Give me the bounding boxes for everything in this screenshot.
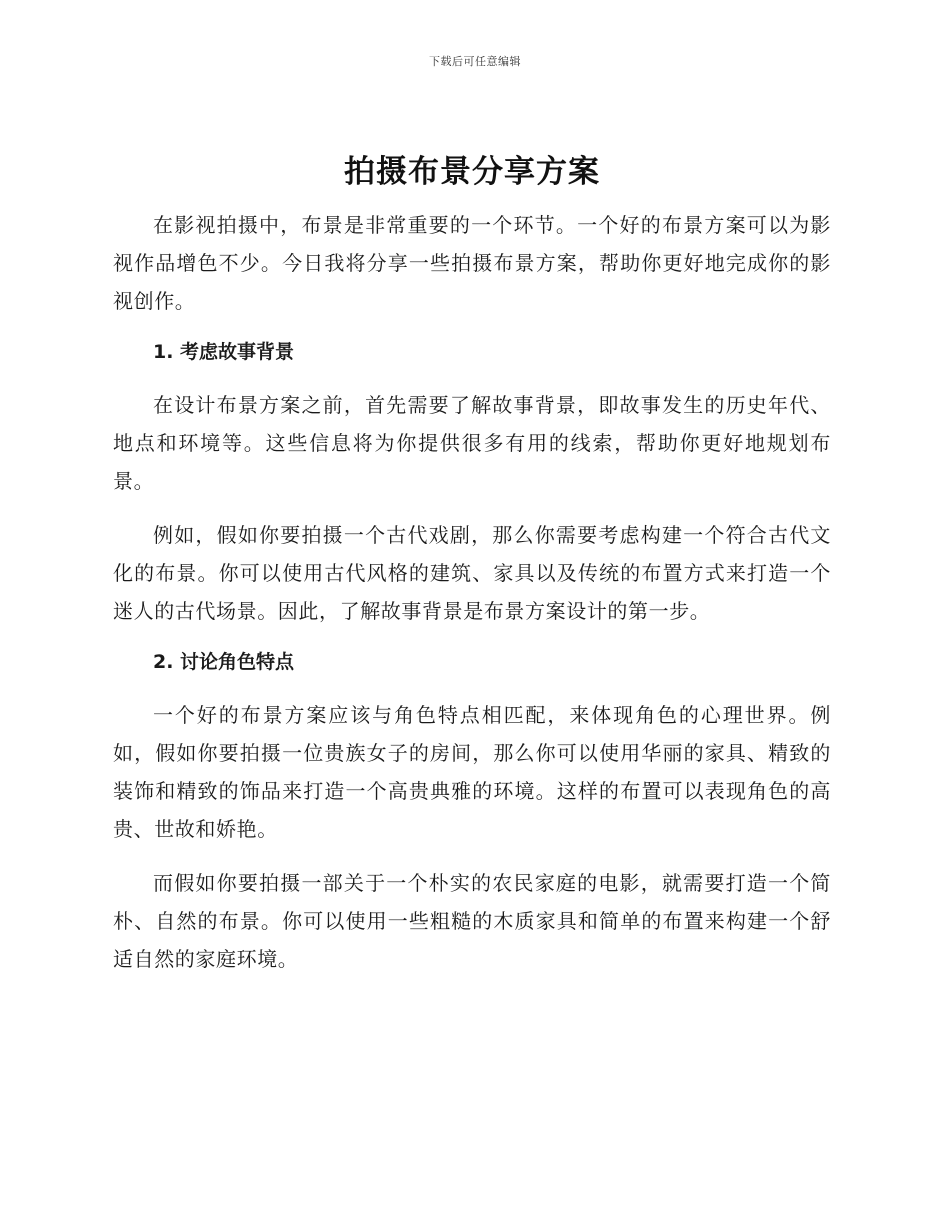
section-paragraph: 一个好的布景方案应该与角色特点相匹配，来体现角色的心理世界。例如，假如你要拍摄一位贵族女子的房间，那么你可以使用华丽的家具、精致的装饰和精致的饰品来打造一个高贵典雅的环境。这样的布置可以表现角色的高贵、世故和娇艳。 bbox=[113, 703, 831, 841]
intro-paragraph: 在影视拍摄中，布景是非常重要的一个环节。一个好的布景方案可以为影视作品增色不少。今日我将分享一些拍摄布景方案，帮助你更好地完成你的影视创作。 bbox=[113, 213, 831, 313]
section-paragraph: 而假如你要拍摄一部关于一个朴实的农民家庭的电影，就需要打造一个简朴、自然的布景。你可以使用一些粗糙的木质家具和简单的布置来构建一个舒适自然的家庭环境。 bbox=[113, 871, 831, 971]
section-paragraph: 例如，假如你要拍摄一个古代戏剧，那么你需要考虑构建一个符合古代文化的布景。你可以使用古代风格的建筑、家具以及传统的布置方式来打造一个迷人的古代场景。因此，了解故事背景是布景方案设计的第一步。 bbox=[113, 523, 831, 623]
header-note: 下载后可任意编辑 bbox=[429, 55, 521, 68]
section-heading-background: 1. 考虑故事背景 bbox=[153, 341, 295, 363]
document-title: 拍摄布景分享方案 bbox=[344, 154, 600, 190]
section-heading-characters: 2. 讨论角色特点 bbox=[153, 651, 295, 673]
section-paragraph: 在设计布景方案之前，首先需要了解故事背景，即故事发生的历史年代、地点和环境等。这些信息将为你提供很多有用的线索，帮助你更好地规划布景。 bbox=[113, 393, 831, 493]
document-body bbox=[113, 148, 831, 994]
